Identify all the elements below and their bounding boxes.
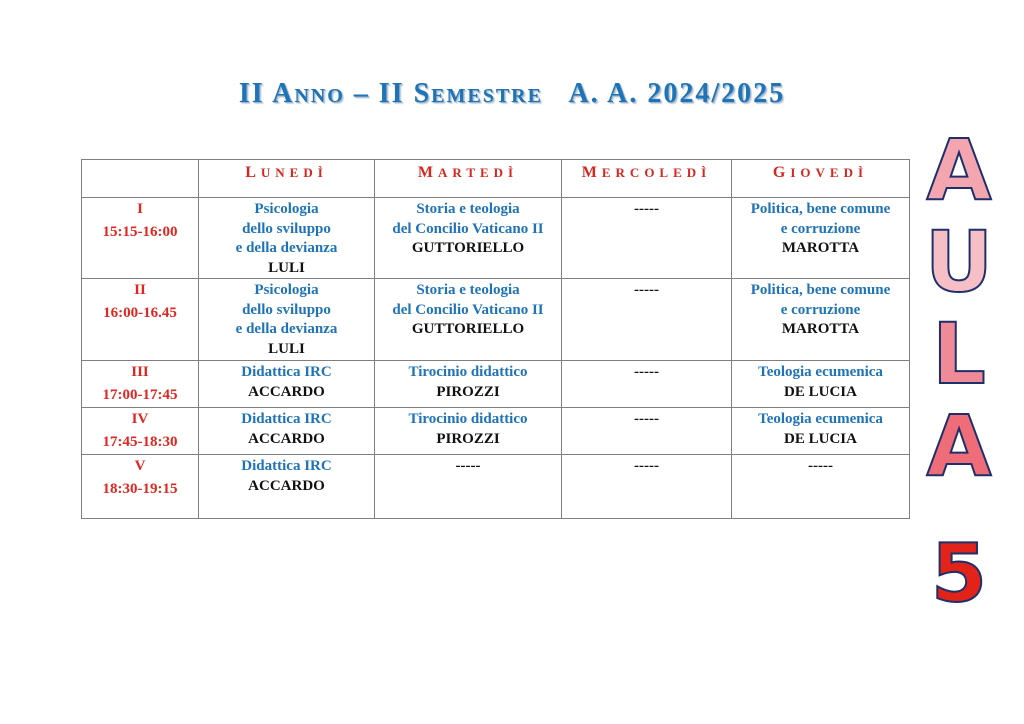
teacher-name: LULI — [268, 259, 305, 276]
schedule-cell — [732, 408, 910, 455]
course-name: Teologia ecumenica — [758, 364, 883, 380]
schedule-cell — [562, 455, 732, 519]
teacher-name: ACCARDO — [248, 430, 325, 447]
table-row — [82, 198, 910, 279]
slot-time: 16:00-16.45 — [103, 304, 177, 321]
schedule-cell — [732, 279, 910, 361]
schedule-cell — [199, 408, 375, 455]
course-name: Psicologia dello sviluppo e della devianza — [235, 201, 338, 256]
header-row — [82, 160, 910, 198]
corner-cell — [82, 160, 199, 198]
teacher-name: MAROTTA — [781, 321, 860, 337]
empty-slot: ----- — [634, 282, 659, 298]
aula-label — [924, 121, 994, 620]
slot-time: 15:15-16:00 — [102, 223, 178, 240]
slot-cell — [82, 361, 199, 408]
slot-cell — [82, 198, 199, 279]
day-header-thursday: GIOVEDÌ — [732, 160, 910, 198]
schedule-cell — [375, 408, 562, 455]
slot-number: II — [134, 282, 146, 298]
empty-slot: ----- — [808, 458, 833, 474]
day-header-monday: LUNEDÌ — [199, 160, 375, 198]
schedule-cell — [562, 279, 732, 361]
aula-letter: L — [932, 305, 986, 403]
schedule-cell — [732, 198, 910, 279]
page-title — [0, 78, 1024, 110]
schedule-cell — [375, 455, 562, 519]
table-row — [82, 279, 910, 361]
schedule-cell — [375, 279, 562, 361]
empty-slot: ----- — [634, 201, 659, 217]
slot-number: V — [134, 458, 146, 474]
slot-number: III — [131, 364, 149, 380]
slot-number: I — [137, 201, 143, 217]
aula-number: 5 — [931, 527, 987, 620]
title-academic-year: A. A. 2024/2025 — [568, 78, 786, 109]
schedule-cell — [199, 198, 375, 279]
schedule-cell — [562, 408, 732, 455]
aula-letter: A — [926, 121, 992, 219]
schedule-cell — [562, 361, 732, 408]
slot-time: 17:00-17:45 — [102, 386, 178, 403]
title-year-semester: II Anno – II Semestre — [238, 78, 543, 109]
schedule-table — [81, 159, 910, 519]
empty-slot: ----- — [455, 458, 481, 474]
teacher-name: DE LUCIA — [784, 383, 857, 400]
empty-slot: ----- — [634, 458, 659, 474]
teacher-name: GUTTORIELLO — [411, 240, 525, 256]
teacher-name: DE LUCIA — [784, 430, 857, 447]
schedule-cell — [732, 361, 910, 408]
course-name: Psicologia dello sviluppo e della devianza — [235, 282, 338, 337]
slot-cell — [82, 408, 199, 455]
day-header-wednesday: MERCOLEDÌ — [562, 160, 732, 198]
schedule-cell — [375, 198, 562, 279]
course-name: Politica, bene comune e corruzione — [750, 201, 891, 237]
schedule-cell — [199, 279, 375, 361]
slot-time: 17:45-18:30 — [102, 433, 178, 450]
aula-letter: U — [924, 213, 994, 311]
empty-slot: ----- — [634, 364, 659, 380]
day-header-tuesday: MARTEDÌ — [375, 160, 562, 198]
course-name: Tirocinio didattico — [408, 411, 528, 427]
slot-time: 18:30-19:15 — [102, 480, 178, 497]
schedule-cell — [732, 455, 910, 519]
teacher-name: MAROTTA — [781, 240, 860, 256]
teacher-name: GUTTORIELLO — [411, 321, 525, 337]
empty-slot: ----- — [634, 411, 659, 427]
schedule-cell — [375, 361, 562, 408]
teacher-name: ACCARDO — [248, 383, 325, 400]
slot-number: IV — [131, 411, 149, 427]
slot-cell — [82, 279, 199, 361]
course-name: Politica, bene comune e corruzione — [750, 282, 891, 318]
course-name: Tirocinio didattico — [408, 364, 528, 380]
teacher-name: PIROZZI — [436, 383, 500, 400]
course-name: Didattica IRC — [241, 364, 332, 380]
table-row — [82, 408, 910, 455]
course-name: Storia e teologia del Concilio Vaticano II — [392, 201, 544, 237]
aula-letter: A — [926, 397, 992, 495]
course-name: Teologia ecumenica — [758, 411, 883, 427]
schedule-cell — [199, 361, 375, 408]
course-name: Storia e teologia del Concilio Vaticano II — [392, 282, 544, 318]
course-name: Didattica IRC — [241, 411, 332, 427]
table-row — [82, 361, 910, 408]
schedule-cell — [562, 198, 732, 279]
teacher-name: PIROZZI — [436, 430, 500, 447]
teacher-name: LULI — [268, 340, 305, 357]
slot-cell — [82, 455, 199, 519]
table-row — [82, 455, 910, 519]
teacher-name: ACCARDO — [248, 477, 325, 494]
course-name: Didattica IRC — [241, 458, 332, 474]
schedule-cell — [199, 455, 375, 519]
